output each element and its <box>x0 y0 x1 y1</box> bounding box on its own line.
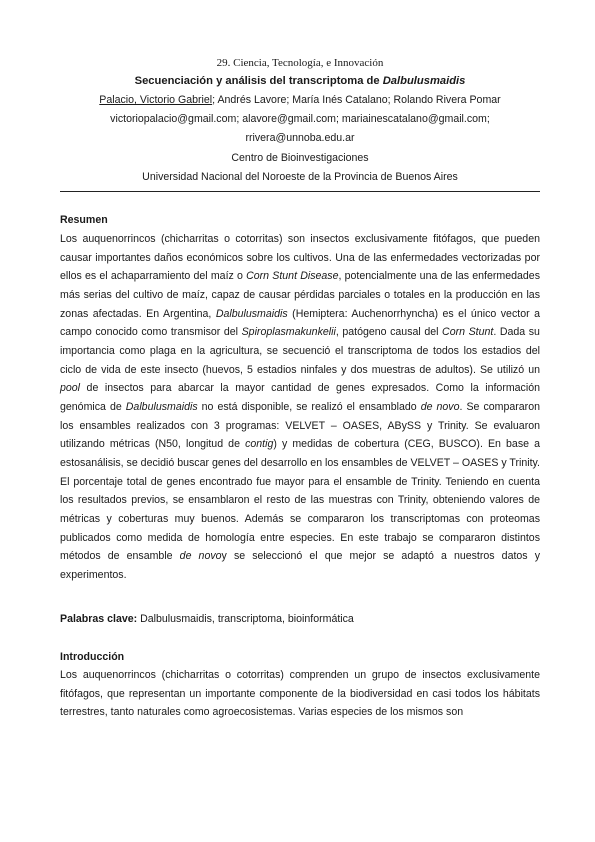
abstract-italic: Corn Stunt <box>442 326 494 339</box>
abstract-text: no está disponible, se realizó el ensamblado <box>197 400 421 413</box>
abstract-body <box>60 230 540 584</box>
abstract-text: ) y medidas de cobertura (CEG, BUSCO). En base a estosanálisis, se decidió buscar genes del desarrollo en los ensambles de VELVET – OASES y Trinity. El porcentaje total de genes encontrado fue mayor para el ensamble de Trinity. Teniendo en cuenta los resultados previos, se ensamblaron el resto de las muestras con Trinity, obteniendo valores de métricas y coberturas muy buenos. Además se compararon los transcriptomas con proteomas publicados como medida de homología entre especies. En este trabajo se compararon distintos métodos de ensamble <box>60 438 540 563</box>
abstract-text: y se seleccionó el que mejor se adaptó a nuestros datos y experimentos. <box>60 550 541 581</box>
abstract-text: (Hemiptera: Auchenorrhyncha) es el único vector a campo conocido como transmisor del <box>60 307 541 339</box>
abstract-heading: Resumen <box>60 214 108 226</box>
co-authors: ; Andrés Lavore; María Inés Catalano; Rolando Rivera Pomar <box>212 94 501 106</box>
header-divider <box>60 191 540 192</box>
introduction-body: Los auquenorrincos (chicharritas o cotorritas) comprenden un grupo de insectos exclusivamente fitófagos, que representan un importante componente de la biodiversidad en casi todos los hábitats terrestres, tanto naturales como agroecosistemas. Varias especies de los mismos son <box>60 669 540 719</box>
paper-title <box>60 74 540 88</box>
author-emails: victoriopalacio@gmail.com; alavore@gmail.com; mariainescatalano@gmail.com; <box>110 113 490 125</box>
abstract-text: Los auquenorrincos (chicharritas o cotorritas) son insectos exclusivamente fitófagos, que pueden causar importantes daños económicos sobre los cultivos. Una de las enfermedades vectorizadas por ellos es el achaparramiento del maíz o <box>60 233 540 283</box>
keywords-text: Dalbulusmaidis, transcriptoma, bioinformática <box>137 613 354 625</box>
abstract-italic: contig <box>245 438 274 451</box>
first-author: Palacio, Victorio Gabriel <box>99 94 213 106</box>
author-list <box>60 93 540 107</box>
abstract-italic: Dalbulusmaidis <box>125 400 198 413</box>
abstract-italic: de novo <box>179 550 222 563</box>
abstract-text: . Dada su importancia como plaga en la agricultura, se secuenció el transcriptoma de todos los estadios del ciclo de vida de este insecto (huevos, 5 estadios ninfales y dos muestras de adultos). Se utilizó un <box>60 326 540 376</box>
abstract-text: . Se compararon los ensambles realizados con 3 programas: VELVET – OASES, ABySS y Trinity. Se evaluaron utilizando métricas (N50, longitud de <box>60 400 540 451</box>
abstract-text: , patógeno causal del <box>335 326 443 339</box>
abstract-text: , potencialmente una de las enfermedades más serias del cultivo de maíz, capaz de causar pérdidas parciales o totales en la producción en las zonas afectadas. En Argentina, <box>60 270 540 320</box>
abstract-italic: de novo <box>420 400 460 413</box>
keywords-line <box>60 612 540 626</box>
author-emails-cont: rrivera@unnoba.edu.ar <box>245 132 355 144</box>
keywords-label: Palabras clave: <box>60 613 138 625</box>
introduction-heading: Introducción <box>60 651 125 663</box>
abstract-italic: pool <box>60 382 81 395</box>
abstract-text: de insectos para abarcar la mayor cantidad de genes expresados. Como la información genómica de <box>60 382 540 413</box>
abstract-italic: Spiroplasmakunkelii <box>241 326 336 339</box>
conference-track: 29. Ciencia, Tecnología, e Innovación <box>216 57 384 69</box>
title-text: Secuenciación y análisis del transcriptoma de <box>134 75 383 87</box>
abstract-italic: Corn Stunt Disease <box>246 270 339 283</box>
abstract-italic: Dalbulusmaidis <box>215 307 288 320</box>
title-species: Dalbulusmaidis <box>382 75 466 87</box>
institution-university: Universidad Nacional del Noroeste de la Provincia de Buenos Aires <box>142 171 458 183</box>
institution-center: Centro de Bioinvestigaciones <box>231 152 369 164</box>
